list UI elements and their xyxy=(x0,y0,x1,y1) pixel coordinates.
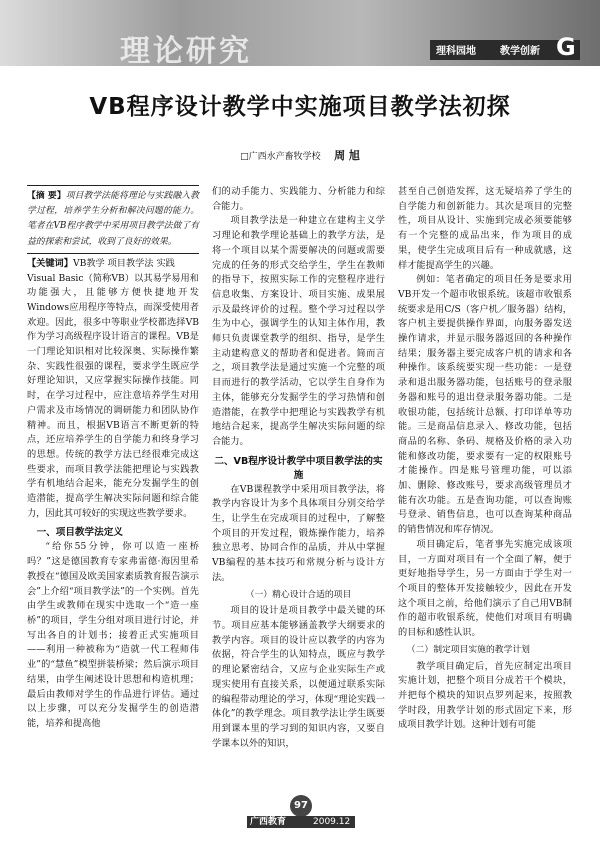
keywords-label: 【关键词】 xyxy=(27,257,73,269)
footer-magazine: 广西教育 xyxy=(250,817,287,827)
paragraph: 例如：笔者确定的项目任务是要求用VB开发一个超市收银系统。该超市收银系统要求是用C/S（客户机／服务器）结构，客户机主要提供操作界面，向服务器发送操作请求，并显示服务器返回的各种操作结果；服务器主要完成客户机的请求和各种操作。该系统要实现一些功能：一是登录和退出服务器功能，包括账号的登录服务器和账号的退出登录服务器功能。二是收银功能，包括统计总额、打印详单等功能。三是商品信息录入、修改功能，包括商品的名称、条码、规格及价格的录入功能和修改功能，要求要有一定的权限账号才能操作。四是账号管理功能，可以添加、删除、修改账号，要求高级管理员才能有次功能。五是查询功能，可以查询账号登录、销售信息，也可以查询某种商品的销售情况和库存情况。 xyxy=(398,274,572,536)
keywords-text: VB教学 项目教学法 实践 xyxy=(72,257,175,269)
keywords xyxy=(27,257,199,272)
page-number: 97 xyxy=(290,795,312,817)
section-heading: 二、VB程序设计教学中项目教学法的实施 xyxy=(214,455,383,481)
paragraph: 项目教学法是一种建立在建构主义学习理论和教学理论基础上的教学方法，是将一个项目以某个需要解决的问题或需要完成的任务的形式交给学生，学生在教师的指导下，按照实际工作的完整程序进行信息收集、方案设计、项目实施、成果展示及最终评价的过程。整个学习过程以学生为中心，强调学生的认知主体作用，教师只负责课堂教学的组织、指导，是学生主动建构意义的帮助者和促进者。简而言之，项目教学法是通过实施一个完整的项目而进行的教学活动，它以学生自身作为主体，能够充分发掘学生的学习热情和创造潜能，在教学中把理论与实践教学有机地结合起来，提高学生解决实际问题的综合能力。 xyxy=(212,215,385,447)
abstract-text: 项目教学法能将理论与实践融入教学过程，培养学生分析和解决问题的能力。笔者在VB程序教学中采用项目教学法做了有益的探索和尝试，收到了良好的效果。 xyxy=(27,191,199,247)
header-banner xyxy=(0,0,600,69)
abstract xyxy=(27,189,199,250)
subsection-heading: （一）精心设计合适的项目 xyxy=(245,589,352,600)
column-1 xyxy=(27,185,199,732)
sub-label: 教学创新 xyxy=(500,46,540,57)
author-line xyxy=(0,147,600,163)
author-org: □广西水产畜牧学校 xyxy=(240,152,321,162)
section-label: 理科园地 xyxy=(436,46,476,57)
author-name: 周 旭 xyxy=(334,149,360,162)
paragraph: 在VB课程教学中采用项目教学法，将教学内容设计为多个具体项目分别交给学生，让学生在完成项目的过程中，了解整个项目的开发过程，锻炼操作能力，培养独立思考、协同合作的品质，并从中掌握VB编程的基本技巧和常规分析与设计方法。 xyxy=(212,483,385,583)
paragraph: 甚至自己创造发挥，这无疑培养了学生的自学能力和创新能力。其次是项目的完整性，项目从设计、实施到完成必须要能够有一个完整的成品出来，作为项目的成果，使学生完成项目后有一种成就感，这样才能提高学生的兴趣。 xyxy=(398,186,572,271)
column-2 xyxy=(212,185,385,751)
abstract-label: 【摘 要】 xyxy=(27,191,66,201)
paragraph: Visual Basic（简称VB）以其易学易用和功能强大，且能够方便快捷地开发Windows应用程序等特点，而深受使用者欢迎。因此，很多中等职业学校都选择VB作为学习高级程序设计语言的课程。VB是一门理论知识相对比较深奥、实际操作繁杂、实践性很强的课程，要求学生既应学好理论知识，又应掌握实际操作技能。同时，在学习过程中，应注意培养学生对用户需求及市场情况的调研能力和团队协作精神。而且，根据VB语言不断更新的特点，还应培养学生的自学能力和终身学习的思想。传统的教学方法已经很难完成这些要求，而项目教学法能把理论与实践教学有机地结合起来，能充分发掘学生的创造潜能，提高学生解决实际问题和综合能力，因此其可较好的实现这些教学要求。 xyxy=(27,272,199,519)
subsection-heading: （二）制定项目实施的教学计划 xyxy=(406,644,530,655)
banner-letter-logo: G xyxy=(556,33,576,61)
paragraph: 教学项目确定后，首先应制定出项目实施计划，把整个项目分成若干个模块，并把每个模块的知识点罗列起来，按照教学时段，用教学计划的形式固定下来，形成项目教学计划。这种计划有可能 xyxy=(398,660,572,731)
section-heading: 一、项目教学法定义 xyxy=(36,527,123,539)
paragraph: 项目确定后，笔者事先实施完成该项目，一方面对项目有一个全面了解，便于更好地指导学生，另一方面由于学生对一个项目的整体开发接触较少，因此在开发这个项目之前，给他们演示了自己用VB制作的超市收银系统，使他们对项目有明确的目标和感性认识。 xyxy=(398,538,572,639)
article-title: VB程序设计教学中实施项目教学法初探 xyxy=(89,94,511,120)
paragraph: 们的动手能力、实践能力、分析能力和综合能力。 xyxy=(212,186,385,212)
column-3 xyxy=(398,185,572,733)
footer-date: 2009.12 xyxy=(313,817,351,827)
banner-decorative-text: 理论研究 xyxy=(120,34,252,69)
paragraph: 项目的设计是项目教学中最关键的环节。项目应基本能够涵盖教学大纲要求的教学内容。项目的设计应以教学的内容为依据，符合学生的认知特点，既应与教学的理论紧密结合，又应与企业实际生产或现实使用有直接关系，以便通过联系实际的编程带动理论的学习，体现“理论实践一体化”的教学理念。项目教学法让学生既要用到课本里的学习到的知识内容，又要自学课本以外的知识， xyxy=(212,605,385,749)
abstract-box xyxy=(27,185,199,254)
paragraph: “给你55分钟，你可以造一座桥吗？”这是德国教育专家弗雷德·海因里希教授在“德国及欧美国家素质教育报告演示会”上介绍“项目教学法”的一个实例。首先由学生或教师在现实中选取一个“造一座桥”的项目，学生分组对项目进行讨论，并写出各自的计划书；接着正式实施项目——利用一种被称为“造就一代工程师伟业”的“慧鱼”模型拼装桥梁；然后演示项目结果，由学生阐述设计思想和构造机理；最后由教师对学生的作品进行评估。通过以上步骤，可以充分发掘学生的创造潜能，培养和提高他 xyxy=(27,541,199,729)
